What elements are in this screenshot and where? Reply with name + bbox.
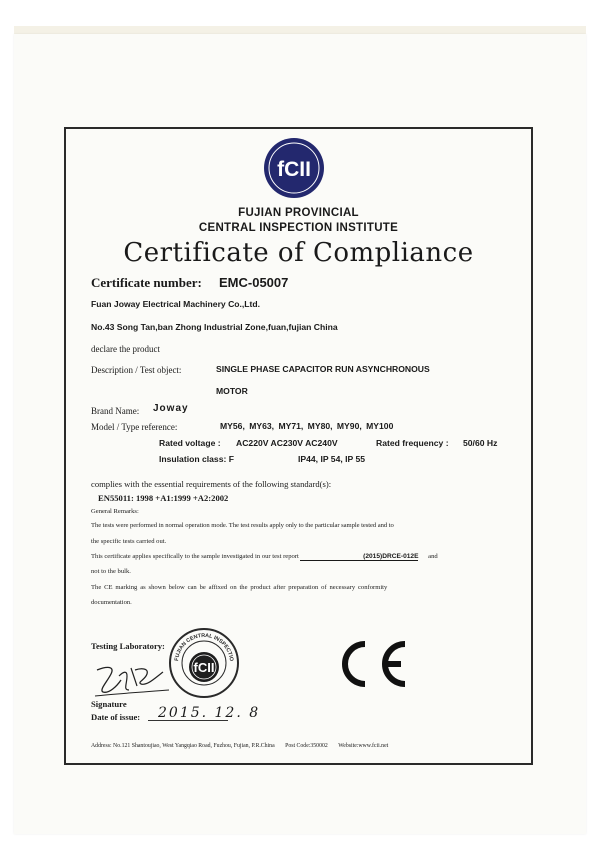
rated-voltage-label: Rated voltage : [159, 438, 221, 448]
remarks-line1: The tests were performed in normal operation mode. The test results apply only to the particular sample tested and to [91, 522, 394, 529]
rated-frequency-label: Rated frequency : [376, 438, 449, 448]
handwritten-signature-icon [93, 656, 171, 700]
footer-address: Address: No.121 Shantoujiao, West Yangqiao Road, Fuzhou, Fujian, P.R.China [91, 743, 275, 749]
rated-voltage-value: AC220V AC230V AC240V [236, 438, 338, 448]
standards-intro: complies with the essential requirements of the following standard(s): [91, 479, 332, 489]
date-of-issue-value: 2015. 12. 8 [158, 705, 261, 721]
brand-value: Joway [153, 403, 189, 414]
fcii-logo-icon [263, 137, 325, 199]
model-value: MY56, MY63, MY71, MY80, MY90, MY100 [220, 421, 394, 431]
description-value-line2: MOTOR [216, 386, 248, 396]
protection-class: IP44, IP 54, IP 55 [298, 454, 366, 464]
institute-name-line1: FUJIAN PROVINCIAL [238, 207, 359, 219]
footer-postcode: Post Code:350002 [285, 743, 328, 749]
applicant-name: Fuan Joway Electrical Machinery Co.,Ltd. [91, 299, 261, 309]
remarks-line3-pre: This certificate applies specifically to the sample investigated in our test report [91, 553, 299, 560]
institute-name-line2: CENTRAL INSPECTION INSTITUTE [198, 222, 399, 234]
certificate-number-value: EMC-05007 [219, 275, 289, 290]
remarks-line2: the specific tests carried out. [91, 538, 167, 545]
declare-text: declare the product [91, 344, 160, 354]
footer-website: Website:www.fcii.net [338, 743, 389, 749]
remarks-line3 [91, 553, 438, 561]
description-label: Description / Test object: [91, 365, 182, 375]
rated-frequency-value: 50/60 Hz [463, 438, 498, 448]
remarks-heading: General Remarks: [91, 508, 139, 515]
svg-text:fCII: fCII [193, 660, 215, 675]
insulation-class: Insulation class: F [159, 454, 234, 464]
official-stamp-icon [168, 627, 240, 699]
brand-label: Brand Name: [91, 406, 140, 416]
ce-mark-icon [333, 638, 413, 690]
date-of-issue-label: Date of issue: [91, 712, 141, 722]
remarks-line5: The CE marking as shown below can be affixed on the product after preparation of necessary conformity [91, 584, 388, 591]
remarks-line4: not to the bulk. [91, 568, 131, 575]
stamp-text-path: FUJIAN CENTRAL INSPECTIO [174, 632, 234, 662]
remarks-line3-post: and [428, 553, 438, 560]
certificate-number-label: Certificate number: [91, 275, 202, 290]
applicant-address: No.43 Song Tan,ban Zhong Industrial Zone,fuan,fujian China [91, 322, 338, 332]
logo-text: fCII [277, 158, 311, 181]
test-report-number: (2015)DRCE-012E [300, 553, 418, 561]
description-value-line1: SINGLE PHASE CAPACITOR RUN ASYNCHRONOUS [216, 364, 430, 374]
remarks-line6: documentation. [91, 599, 132, 606]
testing-laboratory-label: Testing Laboratory: [91, 641, 165, 651]
date-underline [148, 720, 228, 721]
model-label: Model / Type reference: [91, 422, 178, 432]
standards-value: EN55011: 1998 +A1:1999 +A2:2002 [98, 493, 229, 503]
signature-label: Signature [91, 699, 127, 709]
page-title: Certificate of Compliance [123, 238, 474, 268]
footer-line [91, 743, 388, 749]
